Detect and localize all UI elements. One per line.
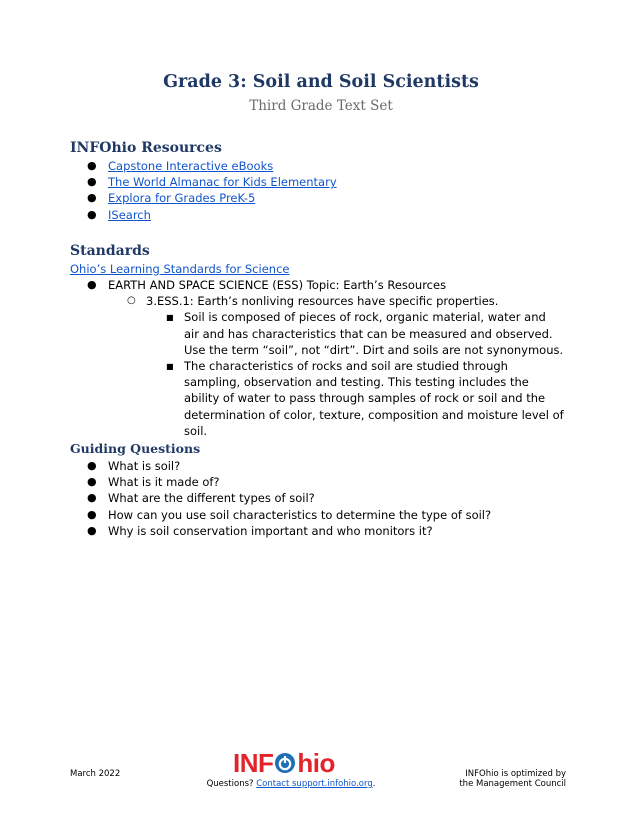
bullet-icon: ● bbox=[87, 175, 97, 189]
question-text: What is it made of? bbox=[108, 475, 220, 490]
resource-link-isearch[interactable]: ISearch bbox=[108, 207, 151, 222]
footer-management bbox=[436, 769, 566, 789]
list-item bbox=[70, 507, 491, 523]
footer-management-line2: the Management Council bbox=[459, 779, 566, 789]
list-item bbox=[70, 293, 564, 309]
list-item bbox=[70, 158, 337, 174]
resource-link-capstone[interactable]: Capstone Interactive eBooks bbox=[108, 159, 274, 173]
list-item bbox=[70, 309, 564, 358]
power-o-icon bbox=[273, 751, 297, 775]
bullet-icon: ● bbox=[87, 207, 97, 221]
bullet-icon: ● bbox=[87, 278, 97, 291]
list-item bbox=[70, 474, 491, 490]
standards-link[interactable]: Ohio’s Learning Standards for Science bbox=[70, 262, 290, 276]
bullet-icon: ● bbox=[87, 507, 97, 521]
list-item bbox=[70, 207, 337, 223]
resources-heading: INFOhio Resources bbox=[70, 140, 222, 156]
list-item bbox=[70, 190, 337, 206]
footer-questions-prefix: Questions? bbox=[206, 779, 257, 789]
logo-text-right: hio bbox=[297, 748, 335, 778]
page-title: Grade 3: Soil and Soil Scientists bbox=[163, 72, 479, 92]
bullet-icon: ● bbox=[87, 459, 97, 472]
square-bullet-icon: ■ bbox=[166, 313, 174, 323]
standards-detail: Soil is composed of pieces of rock, organic material, water and air and has characteristics that can be measured and observed. Use the term “soil”, not “dirt”. Dirt and soils are not synonymous. bbox=[184, 310, 564, 357]
list-item bbox=[70, 277, 564, 293]
question-text: How can you use soil characteristics to determine the type of soil? bbox=[108, 507, 492, 522]
question-text: Why is soil conservation important and who monitors it? bbox=[108, 523, 433, 538]
questions-heading: Guiding Questions bbox=[70, 441, 201, 456]
page-subtitle: Third Grade Text Set bbox=[249, 98, 393, 114]
logo-text-left: INF bbox=[233, 748, 274, 778]
question-text: What is soil? bbox=[108, 459, 181, 473]
bullet-icon: ● bbox=[87, 523, 97, 537]
resources-list bbox=[70, 158, 337, 223]
standards-detail: The characteristics of rocks and soil are studied through sampling, observation and testing. This testing includes the ability of water to pass through samples of rock or soil and the determination of color, texture, composition and moisture level of soil. bbox=[184, 359, 564, 438]
footer-management-line1: INFOhio is optimized by bbox=[465, 769, 566, 779]
infohio-logo bbox=[233, 748, 363, 778]
bullet-icon: ● bbox=[87, 159, 97, 172]
list-item bbox=[70, 523, 491, 539]
question-text: What are the different types of soil? bbox=[108, 491, 315, 506]
square-bullet-icon: ■ bbox=[166, 362, 174, 372]
footer-date: March 2022 bbox=[70, 769, 121, 779]
standards-heading: Standards bbox=[70, 243, 150, 259]
support-link[interactable]: Contact support.infohio.org bbox=[256, 779, 373, 789]
list-item bbox=[70, 358, 564, 439]
bullet-icon: ● bbox=[87, 191, 97, 205]
circle-bullet-icon: ○ bbox=[127, 295, 136, 307]
standards-subtopic: 3.ESS.1: Earth’s nonliving resources have specific properties. bbox=[146, 294, 499, 309]
resource-link-world-almanac[interactable]: The World Almanac for Kids Elementary bbox=[108, 175, 337, 190]
list-item bbox=[70, 174, 337, 190]
footer-questions-suffix: . bbox=[372, 779, 376, 789]
list-item bbox=[70, 458, 491, 474]
standards-list bbox=[70, 277, 564, 439]
resource-link-explora[interactable]: Explora for Grades PreK-5 bbox=[108, 191, 256, 206]
questions-list bbox=[70, 458, 491, 539]
bullet-icon: ● bbox=[87, 475, 97, 489]
standards-topic: EARTH AND SPACE SCIENCE (ESS) Topic: Earth’s Resources bbox=[108, 278, 447, 292]
list-item bbox=[70, 490, 491, 506]
bullet-icon: ● bbox=[87, 491, 97, 505]
